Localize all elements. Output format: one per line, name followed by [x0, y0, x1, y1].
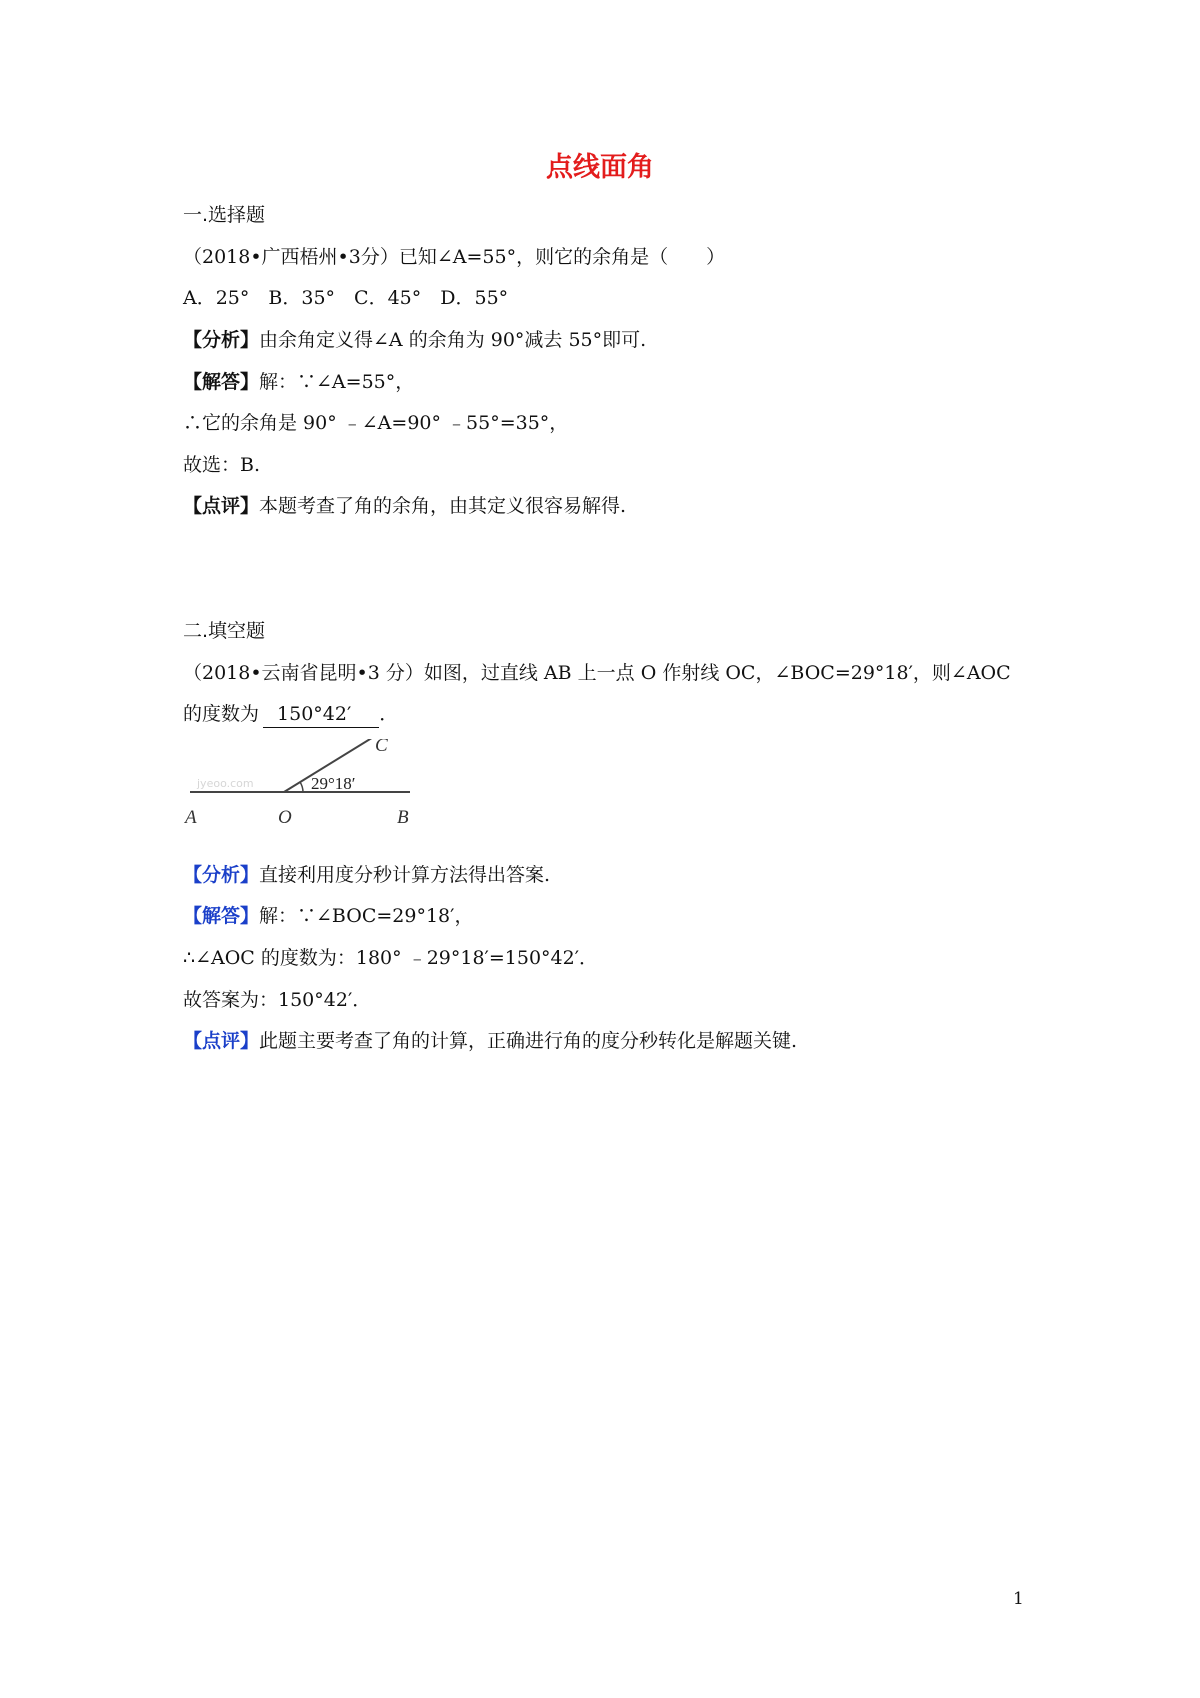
analysis-text: 由余角定义得∠A 的余角为 90°减去 55°即可. — [259, 329, 647, 351]
angle-figure — [183, 739, 413, 849]
solution-tag: 【解答】 — [183, 905, 260, 927]
question-2-line1: （2018•云南省昆明•3 分）如图，过直线 AB 上一点 O 作射线 OC，∠BOC=29°18′，则∠AOC — [183, 662, 1011, 684]
watermark: jyeoo.com — [197, 777, 254, 790]
question-1: （2018•广西梧州•3分）已知∠A=55°，则它的余角是（ ） — [183, 246, 726, 268]
solution-text: 解：∵∠A=55°， — [259, 371, 415, 393]
analysis-text: 直接利用度分秒计算方法得出答案. — [259, 864, 551, 886]
comment-2 — [183, 1028, 797, 1054]
solution-tag: 【解答】 — [183, 371, 260, 393]
solution-text: 解：∵∠BOC=29°18′， — [259, 905, 474, 927]
comment-text: 本题考查了角的余角，由其定义很容易解得. — [259, 495, 627, 517]
solution-1-step: ∴它的余角是 90° ﹣∠A=90° ﹣55°=35°， — [183, 412, 569, 434]
solution-2 — [183, 903, 473, 929]
solution-2-final: 故答案为：150°42′． — [183, 989, 372, 1011]
question-2-suffix: ． — [379, 703, 399, 725]
question-1-options: A．25° B．35° C．45° D．55° — [183, 287, 509, 309]
point-label-c: C — [375, 739, 388, 756]
angle-label: 29°18′ — [311, 774, 356, 793]
analysis-tag: 【分析】 — [183, 864, 260, 886]
point-label-b: B — [397, 807, 409, 828]
solution-1 — [183, 369, 414, 395]
page-title: 点线面角 — [546, 152, 654, 183]
comment-tag: 【点评】 — [183, 1030, 260, 1052]
page-number: 1 — [1013, 1589, 1024, 1609]
angle-arc — [300, 782, 303, 792]
solution-2-step: ∴∠AOC 的度数为：180° ﹣29°18′=150°42′． — [183, 947, 599, 969]
comment-1 — [183, 493, 626, 519]
comment-text: 此题主要考查了角的计算，正确进行角的度分秒转化是解题关键. — [259, 1030, 798, 1052]
question-2-line2 — [183, 701, 398, 728]
point-label-o: O — [278, 807, 292, 828]
section-heading-choice: 一.选择题 — [183, 204, 266, 226]
analysis-1 — [183, 327, 646, 353]
solution-1-choice: 故选：B. — [183, 454, 261, 476]
analysis-tag: 【分析】 — [183, 329, 260, 351]
section-heading-fill: 二.填空题 — [183, 620, 266, 642]
answer-blank: 150°42′ — [263, 701, 379, 728]
comment-tag: 【点评】 — [183, 495, 260, 517]
question-2-prefix: 的度数为 — [183, 703, 260, 725]
point-label-a: A — [185, 807, 197, 828]
analysis-2 — [183, 862, 550, 888]
